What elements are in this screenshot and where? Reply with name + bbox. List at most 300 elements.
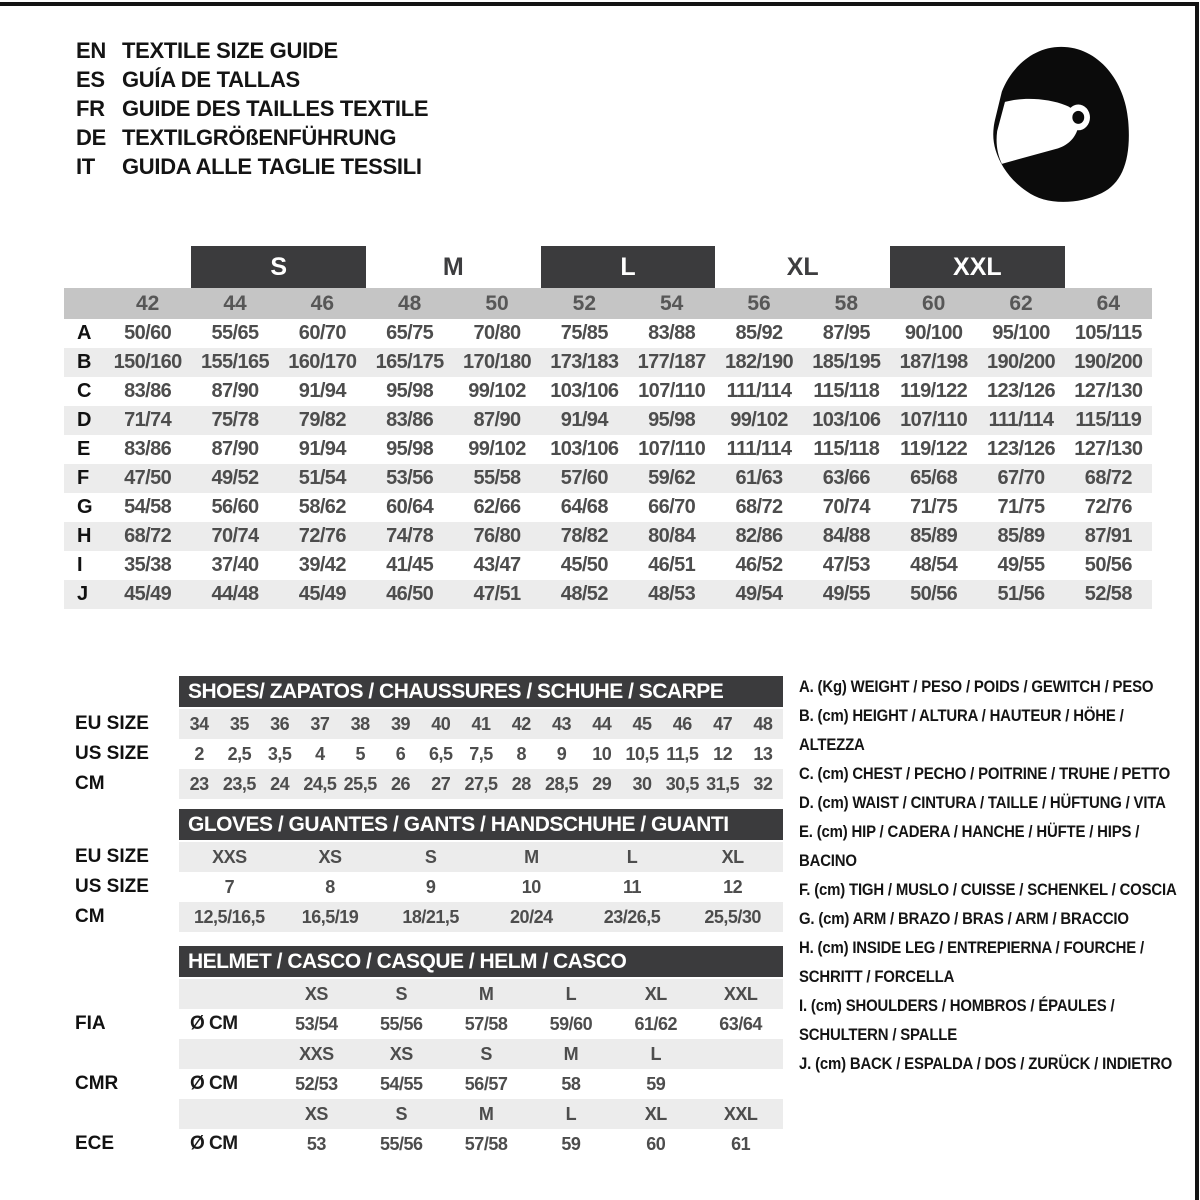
size-value: 68/72 [735,496,783,518]
size-value: 48/53 [648,583,696,605]
helmet-sizes [179,1099,783,1129]
numeric-size: 60 [921,291,946,315]
size-value: 55/58 [473,467,521,489]
helmet-value-row [64,1129,783,1159]
size-value: 10 [521,876,541,897]
size-value: 16,5/19 [301,906,359,927]
helmet-sizes [179,1039,783,1069]
size-value: 48 [753,713,773,734]
size-value: 2 [194,743,204,764]
helmet-values [179,1009,783,1039]
helmet-size-label: S [480,1043,492,1064]
size-value: 107/110 [638,380,706,402]
helmet-size-value: 53/54 [295,1013,338,1034]
row-letter: F [77,467,90,489]
size-value: 48/52 [560,583,608,605]
size-value: 127/130 [1074,380,1143,402]
measurement-row [64,377,1152,406]
language-row [76,123,428,152]
size-value: 72/76 [1084,496,1132,518]
language-list [76,36,428,181]
legend-entry: B. (cm) HEIGHT / ALTURA / HAUTEUR / HÖHE / ALTEZZA [799,706,1124,754]
size-value: 103/106 [812,409,881,431]
size-value: 36 [270,713,290,734]
textile-size-table [64,246,1152,609]
row-letter: B [77,351,92,373]
racing-helmet-icon [980,40,1136,212]
size-value: 71/74 [124,409,172,431]
size-value: 57/60 [560,467,608,489]
diameter-unit-label: Ø CM [190,1073,238,1094]
size-value: 90/100 [904,322,963,344]
row-letter: H [77,525,92,547]
helmet-size-value: 55/56 [379,1133,423,1154]
size-value: M [524,846,539,867]
size-value: 42 [511,713,531,734]
letter-size-s: S [191,246,366,288]
legend-entry: A. (Kg) WEIGHT / PESO / POIDS / GEWITCH / PESO [799,677,1154,696]
size-value: 49/55 [997,554,1045,576]
size-value: 40 [431,713,451,734]
language-row [76,94,428,123]
language-title: TEXTILE SIZE GUIDE [122,38,338,63]
measurement-row [64,551,1152,580]
row-values [179,902,783,932]
size-value: 173/183 [550,351,619,373]
size-value: 6,5 [428,743,453,764]
language-row [76,36,428,65]
size-value: 39 [390,713,410,734]
helmet-values [179,1129,783,1159]
row-label: CM [75,773,105,794]
size-value: 25,5 [343,773,377,794]
size-value: 107/110 [900,409,968,431]
numeric-size: 42 [135,291,160,315]
diameter-unit-label: Ø CM [190,1013,238,1034]
size-value: 95/98 [386,438,434,460]
legend-entry: G. (cm) ARM / BRAZO / BRAS / ARM / BRACCIO [799,909,1129,928]
size-value: 47/53 [822,554,870,576]
row-label [64,1039,179,1069]
size-value: 47/50 [124,467,172,489]
size-value: 190/200 [1074,351,1143,373]
measurement-row [64,406,1152,435]
size-value: 52/58 [1084,583,1132,605]
size-value: 43/47 [473,554,521,576]
size-value: 24,5 [303,773,337,794]
size-value: 64/68 [560,496,608,518]
size-value: 78/82 [560,525,608,547]
helmet-size-value: 57/58 [464,1013,508,1034]
size-value: 111/114 [988,409,1054,431]
size-value: 83/86 [124,380,172,402]
helmet-size-label: XL [644,1103,667,1124]
gloves-rows [64,842,783,932]
numeric-size: 48 [397,291,422,315]
measurement-row [64,580,1152,609]
size-value: 75/85 [560,322,608,344]
size-value: 83/86 [124,438,172,460]
helmet-size-value: 63/64 [719,1013,762,1034]
size-value: 41/45 [386,554,434,576]
size-value: 83/86 [386,409,434,431]
numeric-size: 46 [310,291,334,315]
size-value: 9 [556,743,567,764]
row-letter: C [77,380,92,402]
size-value: 30,5 [665,773,699,794]
numeric-size: 58 [834,291,858,315]
row-label: CM [75,906,105,927]
size-value: 115/118 [813,380,880,402]
helmet-size-label: S [395,1103,407,1124]
size-value: 44/48 [211,583,259,605]
size-value: 83/88 [648,322,696,344]
letter-size-m: M [442,252,464,281]
language-title: GUÍA DE TALLAS [122,67,300,92]
size-value: 18/21,5 [402,906,459,927]
size-value: 95/98 [648,409,696,431]
helmet-size-value: 61 [731,1133,751,1154]
size-value: 25,5/30 [704,906,761,927]
size-value: 65/68 [910,467,958,489]
size-value: 46/51 [648,554,696,576]
size-row [64,902,783,932]
size-row [64,709,783,739]
size-value: 115/119 [1075,409,1142,431]
size-value: 59/62 [648,467,696,489]
row-values [179,842,783,872]
size-value: 72/76 [298,525,346,547]
size-value: 155/165 [200,351,270,373]
size-row [64,842,783,872]
row-values [179,739,783,769]
size-value: 182/190 [724,351,794,373]
helmet-size-value: 52/53 [295,1073,338,1094]
measurement-row [64,319,1152,348]
helmet-size-value: 60 [646,1133,666,1154]
row-letter: A [77,322,92,344]
size-value: XXS [212,846,247,867]
size-value: 160/170 [288,351,357,373]
language-row [76,65,428,94]
row-values [179,872,783,902]
measurement-row [64,348,1152,377]
size-value: 56/60 [211,496,259,518]
measurement-row [64,464,1152,493]
size-value: 190/200 [986,351,1056,373]
size-value: 84/88 [822,525,870,547]
size-value: 38 [350,713,370,734]
size-value: 46/52 [735,554,783,576]
top-border-line [0,2,1197,6]
numeric-size-row [64,288,1152,319]
legend-entry: I. (cm) SHOULDERS / HOMBROS / ÉPAULES / SCHULTERN / SPALLE [799,996,1115,1044]
size-value: 87/90 [473,409,521,431]
shoes-rows [64,709,783,799]
language-title: GUIDA ALLE TAGLIE TESSILI [122,154,422,179]
size-value: 185/195 [812,351,881,373]
size-value: 62/66 [473,496,521,518]
size-value: 9 [425,876,436,897]
size-value: XS [318,846,342,867]
shoes-table [64,676,783,799]
size-value: 46/50 [386,583,434,605]
size-value: 82/86 [735,525,783,547]
size-value: 165/175 [375,351,444,373]
size-value: 49/55 [822,583,870,605]
measurement-row [64,435,1152,464]
row-label [64,979,179,1009]
language-code: FR [76,96,105,121]
size-value: 5 [355,743,365,764]
helmet-size-row [64,1099,783,1129]
size-value: 75/78 [211,409,259,431]
size-value: 66/70 [648,496,696,518]
letter-size-l: L [541,246,716,288]
helmet-value-row [64,1009,783,1039]
helmet-size-label: L [565,983,577,1004]
size-value: 37/40 [211,554,259,576]
size-value: 119/122 [900,438,968,460]
size-value: 85/92 [735,322,783,344]
size-value: 10 [592,743,612,764]
size-value: 53/56 [386,467,434,489]
size-value: 47/51 [473,583,521,605]
size-value: 28 [511,773,531,794]
helmet-size-value: 53 [306,1133,326,1154]
size-value: 45/49 [124,583,172,605]
size-value: 10,5 [625,743,659,764]
size-value: 28,5 [545,773,579,794]
language-title: GUIDE DES TAILLES TEXTILE [122,96,429,121]
helmet-size-value: 58 [561,1073,581,1094]
size-value: 79/82 [298,409,346,431]
legend-entry: C. (cm) CHEST / PECHO / POITRINE / TRUHE / PETTO [799,764,1171,783]
size-value: 60/64 [386,496,434,518]
helmet-value-row [64,1069,783,1099]
size-value: 150/160 [113,351,182,373]
size-value: 127/130 [1074,438,1143,460]
numeric-size: 56 [747,291,771,315]
size-value: 111/114 [726,438,792,460]
size-value: 85/89 [997,525,1045,547]
helmet-table [64,946,783,1159]
helmet-size-label: M [478,1103,494,1124]
size-value: 95/98 [386,380,434,402]
size-value: 27,5 [464,773,498,794]
helmet-size-label: S [395,983,407,1004]
row-label: US SIZE [75,743,149,764]
standard-label: FIA [75,1013,106,1034]
numeric-size: 50 [485,291,509,315]
size-value: 3,5 [267,743,292,764]
helmet-size-label: L [565,1103,577,1124]
size-value: 115/118 [813,438,880,460]
letter-size-xxl: XXL [890,246,1065,288]
numeric-size: 64 [1096,291,1120,315]
size-value: 105/115 [1074,322,1142,344]
size-value: 87/90 [211,380,259,402]
size-value: XL [721,846,744,867]
size-value: 50/56 [1084,554,1132,576]
helmet-size-label: XL [644,983,667,1004]
helmet-size-value: 59 [561,1133,581,1154]
helmet-size-row [64,1039,783,1069]
size-value: 187/198 [899,351,968,373]
size-value: 123/126 [986,438,1056,460]
size-value: 46 [672,713,692,734]
size-value: 177/187 [637,351,706,373]
helmet-size-label: XXS [299,1043,334,1064]
helmet-size-value: 54/55 [379,1073,423,1094]
language-code: EN [76,38,106,63]
size-value: 71/75 [910,496,958,518]
size-value: 12,5/16,5 [194,906,265,927]
size-value: 35 [229,713,249,734]
size-value: 91/94 [560,409,608,431]
helmet-size-value: 56/57 [464,1073,508,1094]
row-label: EU SIZE [75,846,149,867]
size-value: 31,5 [706,773,740,794]
size-value: 45/50 [560,554,608,576]
legend-entry: F. (cm) TIGH / MUSLO / CUISSE / SCHENKEL / COSCIA [799,880,1177,899]
size-value: 23/26,5 [603,906,661,927]
row-letter: D [77,409,92,431]
size-value: 71/75 [997,496,1045,518]
language-code: DE [76,125,106,150]
language-row [76,152,428,181]
size-value: 55/65 [211,322,259,344]
size-value: 27 [431,773,451,794]
size-value: 41 [471,713,491,734]
size-value: 68/72 [1084,467,1132,489]
size-row [64,769,783,799]
size-value: 51/54 [298,467,346,489]
numeric-size: 52 [572,291,596,315]
size-value: 103/106 [550,438,619,460]
legend-entry: D. (cm) WAIST / CINTURA / TAILLE / HÜFTUNG / VITA [799,793,1166,812]
size-value: 99/102 [468,438,526,460]
size-value: 12 [723,876,743,897]
size-value: 170/180 [462,351,532,373]
size-value: 103/106 [550,380,619,402]
size-value: 6 [395,743,406,764]
row-values [179,709,783,739]
legend-entry: E. (cm) HIP / CADERA / HANCHE / HÜFTE / HIPS / BACINO [799,822,1140,870]
row-letter: I [77,554,83,576]
standard-label: CMR [75,1073,119,1094]
measurement-row [64,522,1152,551]
helmet-size-value: 61/62 [634,1013,678,1034]
helmet-size-row [64,979,783,1009]
size-value: 91/94 [298,438,346,460]
size-value: 76/80 [473,525,521,547]
row-label [64,1099,179,1129]
size-value: 63/66 [822,467,870,489]
helmet-size-label: XXL [723,983,758,1004]
size-value: 4 [315,743,325,764]
size-value: 87/91 [1084,525,1132,547]
size-value: 13 [753,743,773,764]
size-value: 37 [310,713,330,734]
measurement-row [64,493,1152,522]
size-value: 44 [592,713,612,734]
size-value: 35/38 [124,554,172,576]
size-value: 47 [713,713,733,734]
measurement-legend [799,672,1191,1078]
size-value: 48/54 [910,554,958,576]
helmet-size-value: 57/58 [464,1133,508,1154]
row-label: US SIZE [75,876,149,897]
size-value: 34 [189,713,209,734]
size-value: 51/56 [997,583,1045,605]
size-value: S [424,846,437,867]
helmet-rows [64,979,783,1159]
size-value: 49/52 [211,467,259,489]
helmet-size-value: 55/56 [379,1013,423,1034]
shoes-title-bar: SHOES/ ZAPATOS / CHAUSSURES / SCHUHE / SCARPE [179,676,783,707]
size-value: 70/80 [473,322,521,344]
legend-entry: H. (cm) INSIDE LEG / ENTREPIERNA / FOURCHE / SCHRITT / FORCELLA [799,938,1145,986]
size-value: 50/56 [910,583,958,605]
size-value: 30 [632,773,652,794]
helmet-size-label: XXL [723,1103,758,1124]
size-value: 91/94 [298,380,346,402]
helmet-size-label: XS [304,983,328,1004]
size-value: 87/90 [211,438,259,460]
helmet-size-label: M [563,1043,579,1064]
size-value: 61/63 [735,467,783,489]
diameter-unit-label: Ø CM [190,1133,238,1154]
size-row [64,739,783,769]
size-value: 119/122 [900,380,968,402]
size-value: 24 [270,773,290,794]
size-value: 65/75 [386,322,434,344]
size-value: 58/62 [298,496,346,518]
helmet-sizes [179,979,783,1009]
helmet-size-value: 59 [646,1073,666,1094]
numeric-size: 54 [659,291,684,315]
size-value: 7 [224,876,235,897]
size-value: 11 [622,876,641,897]
size-value: 2,5 [227,743,252,764]
size-value: 85/89 [910,525,958,547]
numeric-size: 62 [1009,291,1033,315]
size-value: 7,5 [469,743,493,764]
size-value: 20/24 [510,906,553,927]
right-border-line [1195,2,1199,1200]
size-value: 70/74 [822,496,870,518]
size-value: 8 [516,743,527,764]
size-value: 107/110 [638,438,706,460]
letter-size-xl: XL [786,252,819,281]
language-code: ES [76,67,105,92]
size-value: 23,5 [222,773,256,794]
size-value: 99/102 [468,380,526,402]
size-value: 45 [632,713,652,734]
letter-size-row [64,246,1152,288]
size-value: 23 [189,773,209,794]
helmet-title-bar: HELMET / CASCO / CASQUE / HELM / CASCO [179,946,783,977]
size-value: 8 [325,876,335,897]
size-value: 99/102 [730,409,788,431]
size-value: 54/58 [124,496,172,518]
row-label: EU SIZE [75,713,149,734]
gloves-title-bar: GLOVES / GUANTES / GANTS / HANDSCHUHE / GUANTI [179,809,783,840]
size-value: 68/72 [124,525,172,547]
size-value: 50/60 [124,322,172,344]
language-title: TEXTILGRÖßENFÜHRUNG [122,125,397,150]
